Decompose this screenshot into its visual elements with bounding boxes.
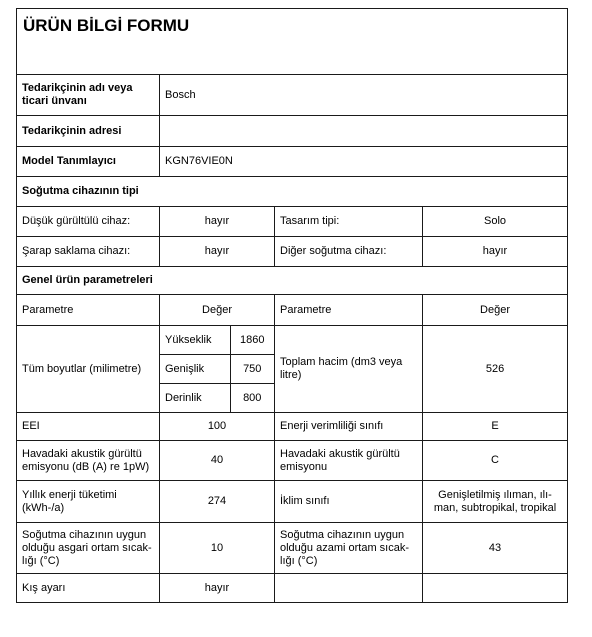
product-info-form xyxy=(16,8,568,603)
design-type-label: Tasarım tipi: xyxy=(275,207,423,237)
width-label: Genişlik xyxy=(160,355,230,384)
supplier-address-label: Tedarikçinin adresi xyxy=(17,116,160,147)
design-type-value: Solo xyxy=(423,207,568,237)
annual-energy-value: 274 xyxy=(160,481,275,523)
form-title: ÜRÜN BİLGİ FORMU xyxy=(17,9,568,75)
model-label: Model Tanımlayıcı xyxy=(17,147,160,177)
wine-storage-label: Şarap saklama cihazı: xyxy=(17,237,160,267)
width-value: 750 xyxy=(230,355,274,384)
low-noise-value: hayır xyxy=(160,207,275,237)
min-temp-label: Soğutma cihazının uygun olduğu asgari ortam sıcak-lığı (°C) xyxy=(17,523,160,574)
value-header: Değer xyxy=(160,295,275,326)
model-value: KGN76VIE0N xyxy=(160,147,568,177)
dimensions-table xyxy=(160,326,274,412)
empty-cell-value xyxy=(423,574,568,603)
other-cooling-label: Diğer soğutma cihazı: xyxy=(275,237,423,267)
low-noise-label: Düşük gürültülü cihaz: xyxy=(17,207,160,237)
noise-value: 40 xyxy=(160,441,275,481)
general-params-heading: Genel ürün parametreleri xyxy=(17,267,568,295)
supplier-address-value xyxy=(160,116,568,147)
height-label: Yükseklik xyxy=(160,326,230,355)
min-temp-value: 10 xyxy=(160,523,275,574)
volume-value: 526 xyxy=(423,326,568,413)
annual-energy-label: Yıllık enerji tüketimi (kWh-/a) xyxy=(17,481,160,523)
efficiency-class-value: E xyxy=(423,413,568,441)
depth-label: Derinlik xyxy=(165,391,202,404)
winter-setting-label: Kış ayarı xyxy=(17,574,160,603)
eei-label: EEI xyxy=(17,413,160,441)
height-value: 1860 xyxy=(230,326,274,355)
cooling-type-heading: Soğutma cihazının tipi xyxy=(17,177,568,207)
climate-class-value: Genişletilmiş ılıman, ılı-man, subtropikal, tropikal xyxy=(423,481,568,523)
max-temp-value: 43 xyxy=(423,523,568,574)
eei-value: 100 xyxy=(160,413,275,441)
noise-class-value: C xyxy=(423,441,568,481)
empty-cell-label xyxy=(275,574,423,603)
value-header-2: Değer xyxy=(423,295,568,326)
dimensions-cell xyxy=(160,326,275,413)
max-temp-label: Soğutma cihazının uygun olduğu azami ortam sıcak-lığı (°C) xyxy=(275,523,423,574)
depth-value: 800 xyxy=(230,384,274,413)
winter-setting-value: hayır xyxy=(160,574,275,603)
wine-storage-value: hayır xyxy=(160,237,275,267)
supplier-name-value: Bosch xyxy=(160,75,568,116)
noise-label: Havadaki akustik gürültü emisyonu (dB (A) re 1pW) xyxy=(17,441,160,481)
param-header: Parametre xyxy=(17,295,160,326)
noise-class-label: Havadaki akustik gürültü emisyonu xyxy=(275,441,423,481)
param-header-2: Parametre xyxy=(275,295,423,326)
dimensions-label: Tüm boyutlar (milimetre) xyxy=(17,326,160,413)
efficiency-class-label: Enerji verimliliği sınıfı xyxy=(275,413,423,441)
volume-label: Toplam hacim (dm3 veya litre) xyxy=(275,326,423,413)
other-cooling-value: hayır xyxy=(423,237,568,267)
climate-class-label: İklim sınıfı xyxy=(275,481,423,523)
supplier-name-label: Tedarikçinin adı veya ticari ünvanı xyxy=(17,75,160,116)
